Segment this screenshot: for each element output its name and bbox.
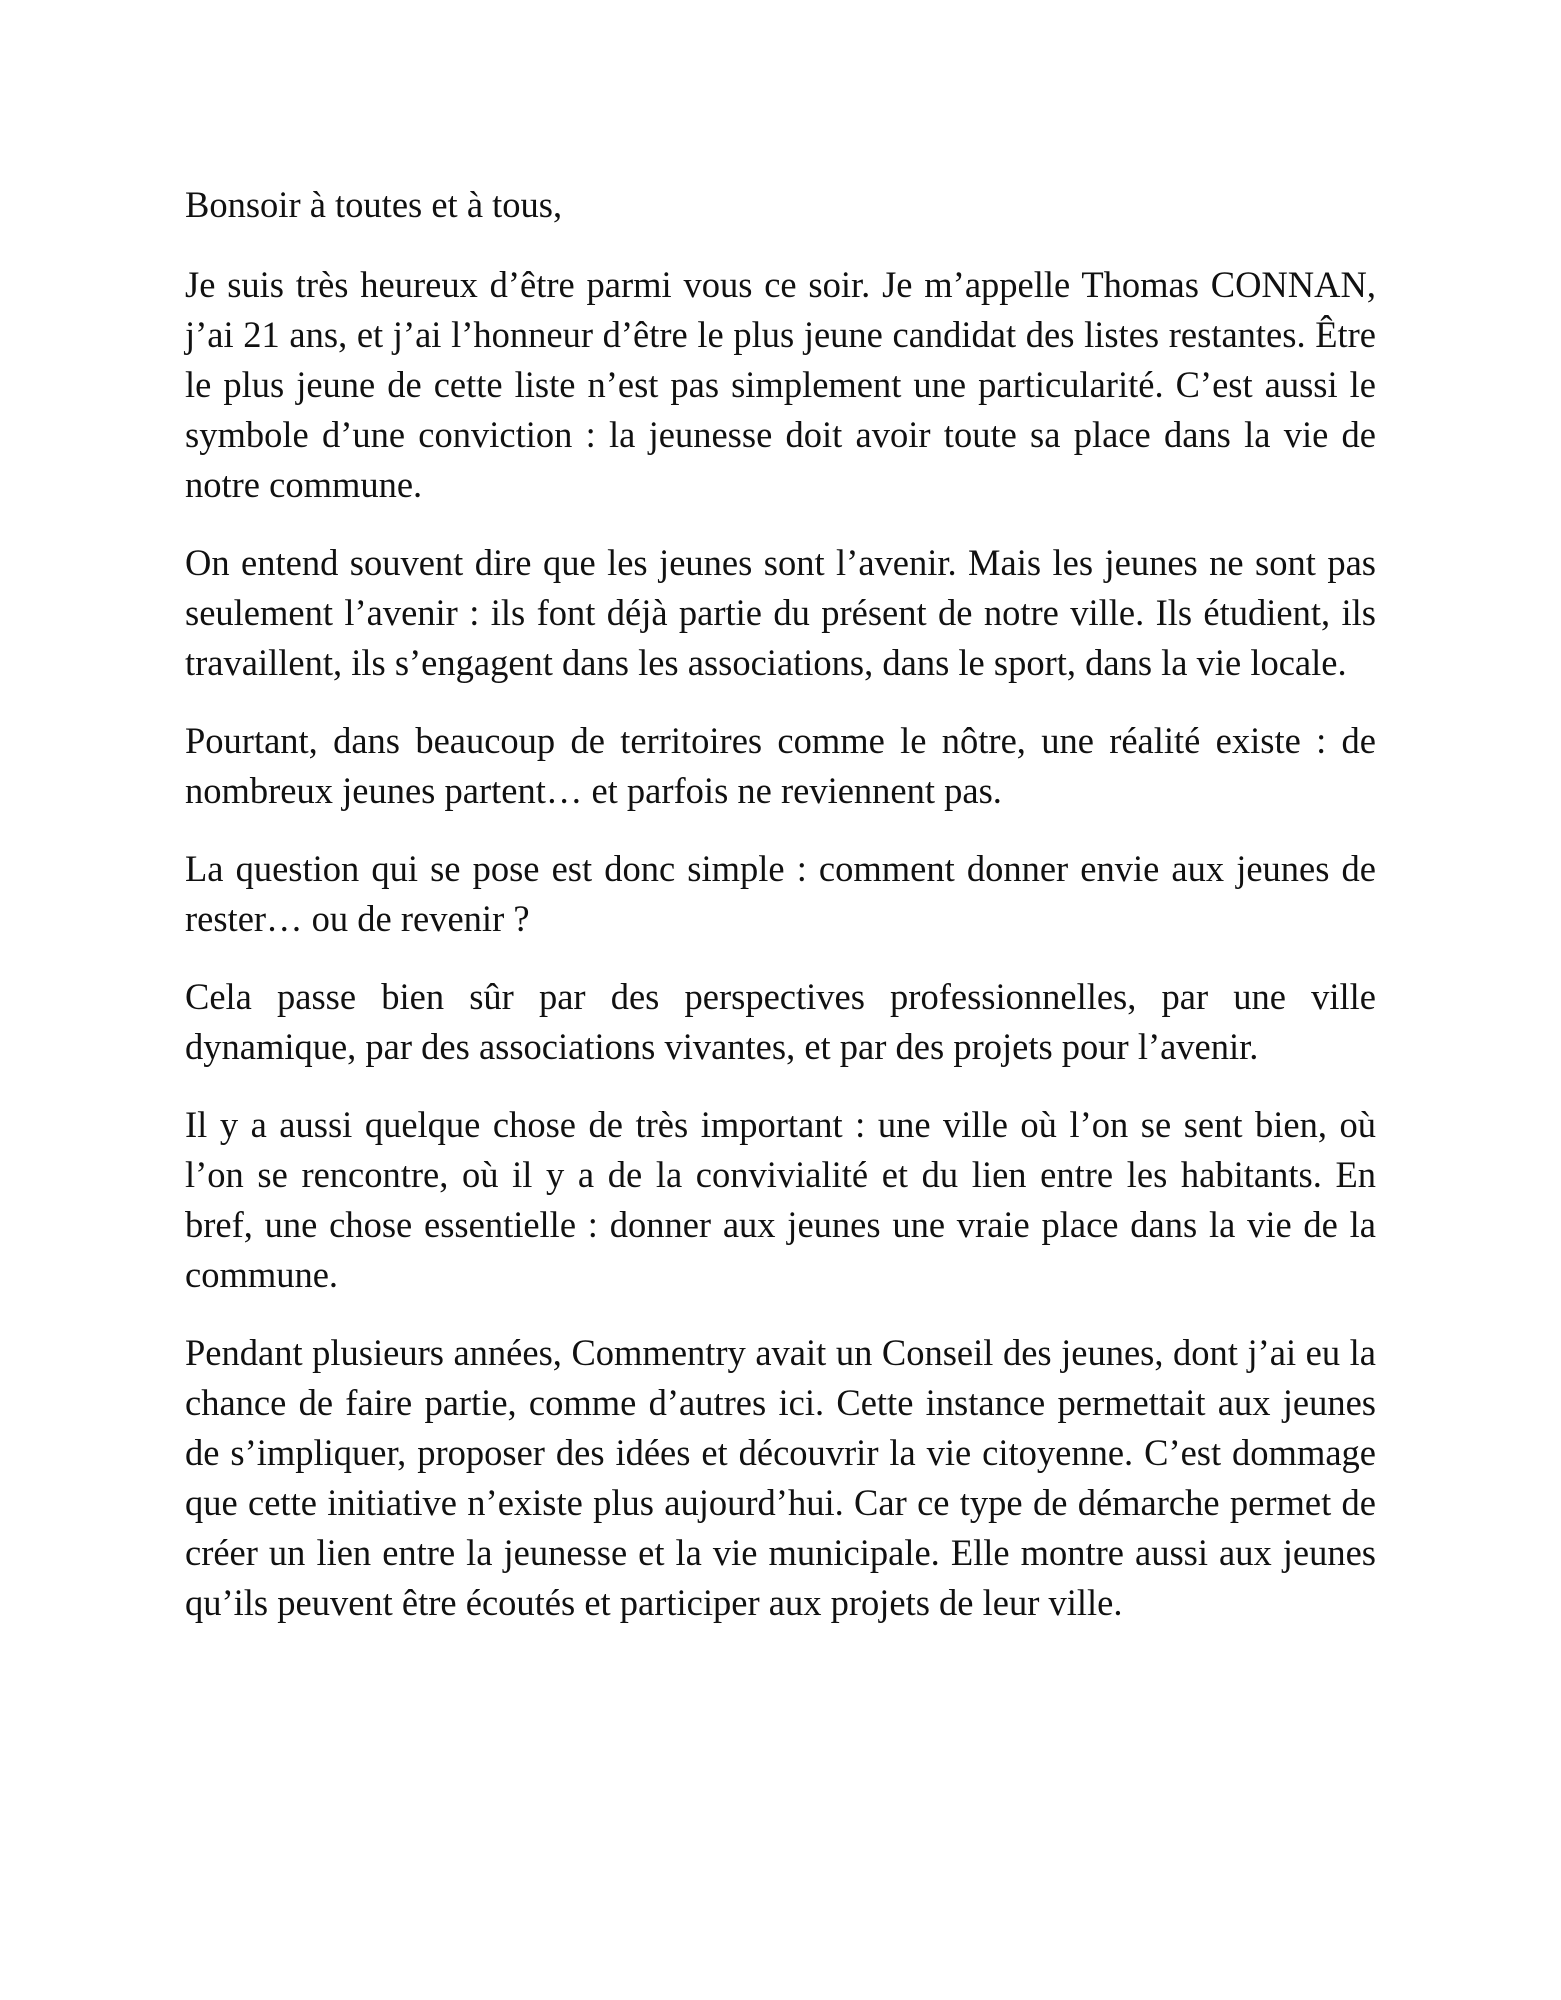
paragraph-youth-council: Pendant plusieurs années, Commentry avait un Conseil des jeunes, dont j’ai eu la chance de faire partie, comme d’autres ici. Cette instance permettait aux jeunes de s’impliquer, proposer des idées et découvrir la vie citoyenne. C’est dommage que cette initiative n’existe plus aujourd’hui. Car ce type de démarche permet de créer un lien entre la jeunesse et la vie municipale. Elle montre aussi aux jeunes qu’ils peuvent être écoutés et participer aux projets de leur ville. [185,1332,1376,1623]
paragraph-youth-leaving: Pourtant, dans beaucoup de territoires comme le nôtre, une réalité existe : de nombreux jeunes partent… et parfois ne reviennent pas. [185,720,1376,811]
document-page [185,180,1376,1656]
paragraph-youth-present: On entend souvent dire que les jeunes sont l’avenir. Mais les jeunes ne sont pas seulement l’avenir : ils font déjà partie du présent de notre ville. Ils étudient, ils travaillent, ils s’engagent dans les associations, dans le sport, dans la vie locale. [185,542,1376,683]
paragraph-conviviality: Il y a aussi quelque chose de très important : une ville où l’on se sent bien, où l’on se rencontre, où il y a de la convivialité et du lien entre les habitants. En bref, une chose essentielle : donner aux jeunes une vraie place dans la vie de la commune. [185,1104,1376,1295]
paragraph-question: La question qui se pose est donc simple : comment donner envie aux jeunes de rester… ou de revenir ? [185,848,1376,939]
paragraph-introduction: Je suis très heureux d’être parmi vous ce soir. Je m’appelle Thomas CONNAN, j’ai 21 ans, et j’ai l’honneur d’être le plus jeune candidat des listes restantes. Être le plus jeune de cette liste n’est pas simplement une particularité. C’est aussi le symbole d’une conviction : la jeunesse doit avoir toute sa place dans la vie de notre commune. [185,264,1376,505]
paragraph-perspectives: Cela passe bien sûr par des perspectives professionnelles, par une ville dynamique, par des associations vivantes, et par des projets pour l’avenir. [185,976,1376,1067]
greeting: Bonsoir à toutes et à tous, [185,184,563,225]
